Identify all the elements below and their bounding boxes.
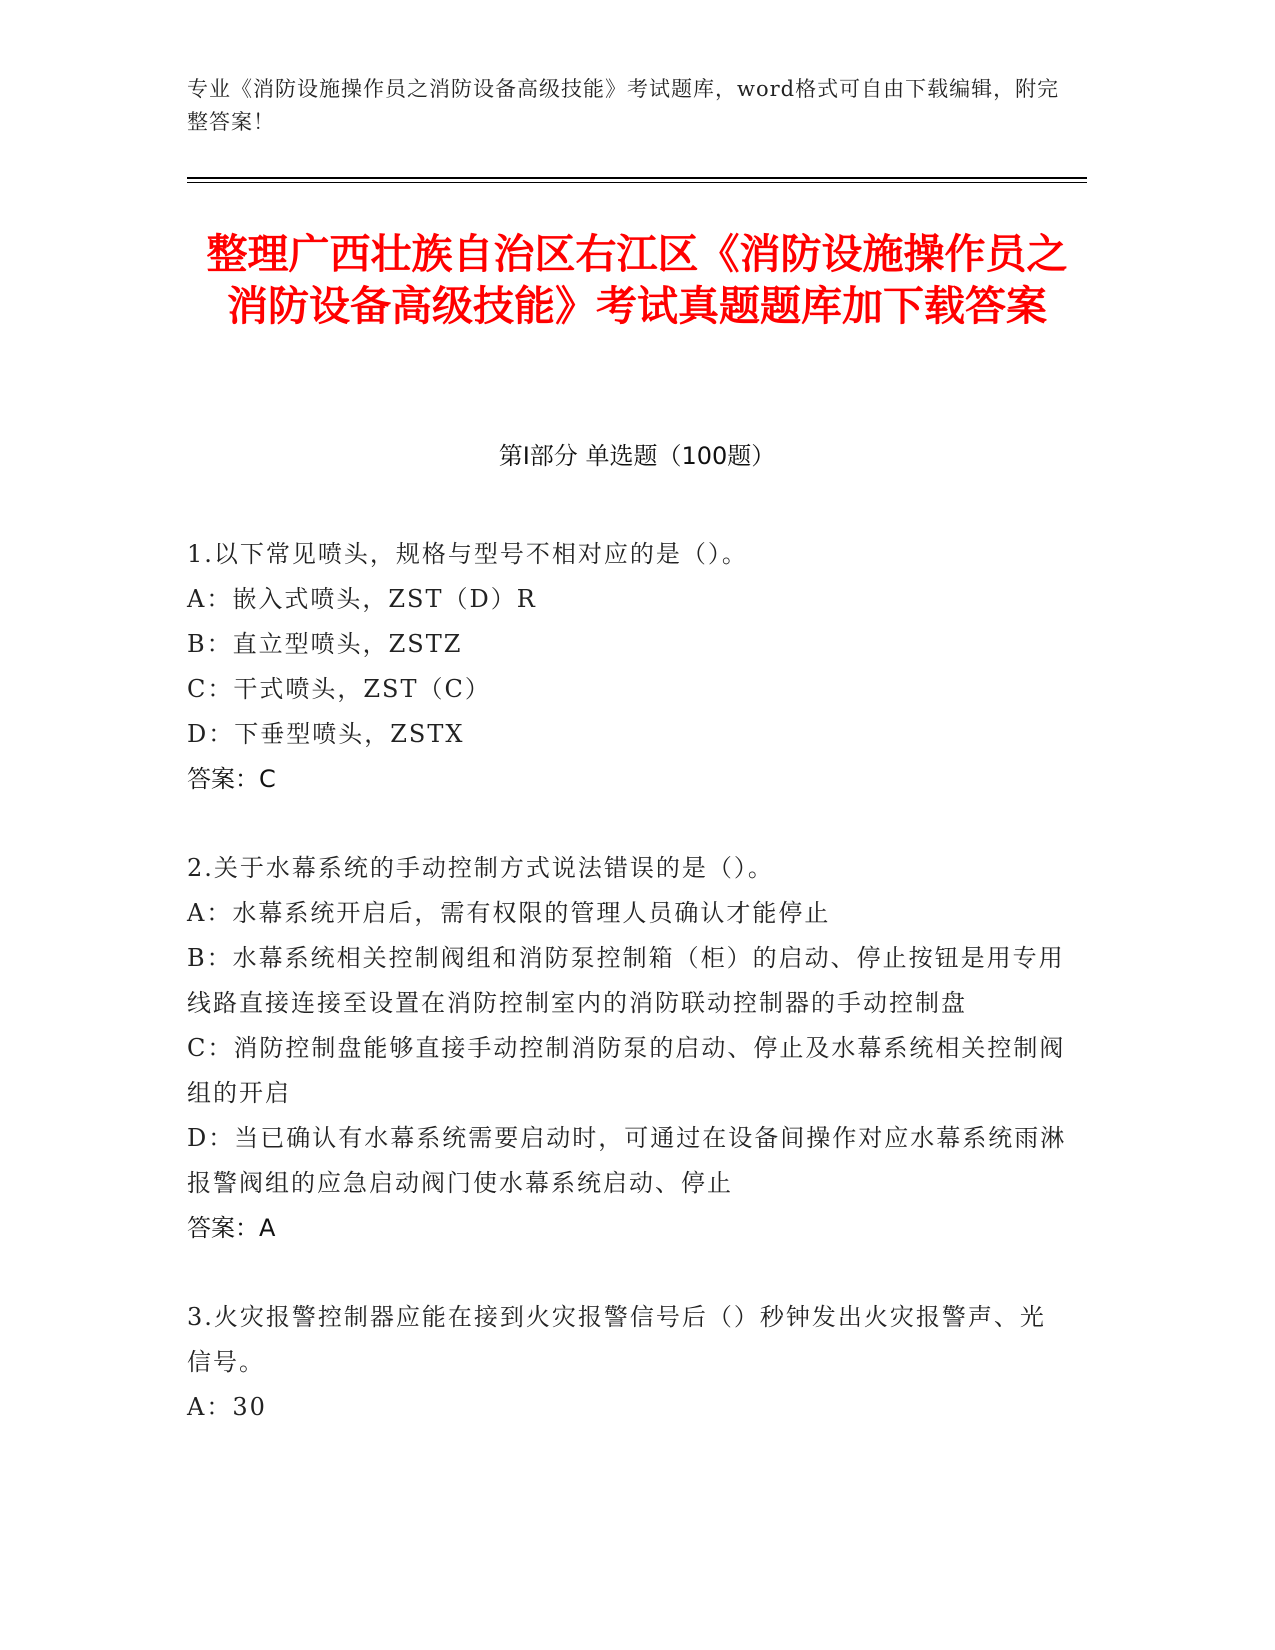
option-a: A：水幕系统开启后，需有权限的管理人员确认才能停止 [187,899,831,927]
option-c: C：消防控制盘能够直接手动控制消防泵的启动、停止及水幕系统相关控制阀组的开启 [187,1034,1066,1107]
header-divider-thin [187,182,1087,183]
option-a: A：嵌入式喷头，ZST（D）R [187,585,537,613]
section-heading: 第Ⅰ部分 单选题（100题） [498,442,776,470]
header-divider-thick [187,177,1087,179]
question-stem: 3.火灾报警控制器应能在接到火灾报警信号后（）秒钟发出火灾报警声、光信号。 [187,1303,1046,1376]
answer-line: 答案：C [187,765,276,793]
question-stem: 1.以下常见喷头，规格与型号不相对应的是（）。 [187,540,748,568]
document-title: 整理广西壮族自治区右江区《消防设施操作员之消防设备高级技能》考试真题题库加下载答案 [206,230,1068,330]
option-a: A：30 [187,1393,267,1421]
answer-line: 答案：A [187,1214,276,1242]
option-b: B：直立型喷头，ZSTZ [187,630,463,658]
question-stem: 2.关于水幕系统的手动控制方式说法错误的是（）。 [187,854,774,882]
question-3 [187,1295,1067,1430]
option-c: C：干式喷头，ZST（C） [187,675,491,703]
option-d: D：当已确认有水幕系统需要启动时，可通过在设备间操作对应水幕系统雨淋报警阀组的应急启动阀门使水幕系统启动、停止 [187,1124,1067,1197]
question-list [187,532,1067,1474]
option-b: B：水幕系统相关控制阀组和消防泵控制箱（柜）的启动、停止按钮是用专用线路直接连接至设置在消防控制室内的消防联动控制器的手动控制盘 [187,944,1065,1017]
option-d: D：下垂型喷头，ZSTX [187,720,465,748]
question-1 [187,532,1067,802]
question-2 [187,846,1067,1251]
header-note: 专业《消防设施操作员之消防设备高级技能》考试题库，word格式可自由下载编辑，附完整答案！ [187,77,1060,134]
